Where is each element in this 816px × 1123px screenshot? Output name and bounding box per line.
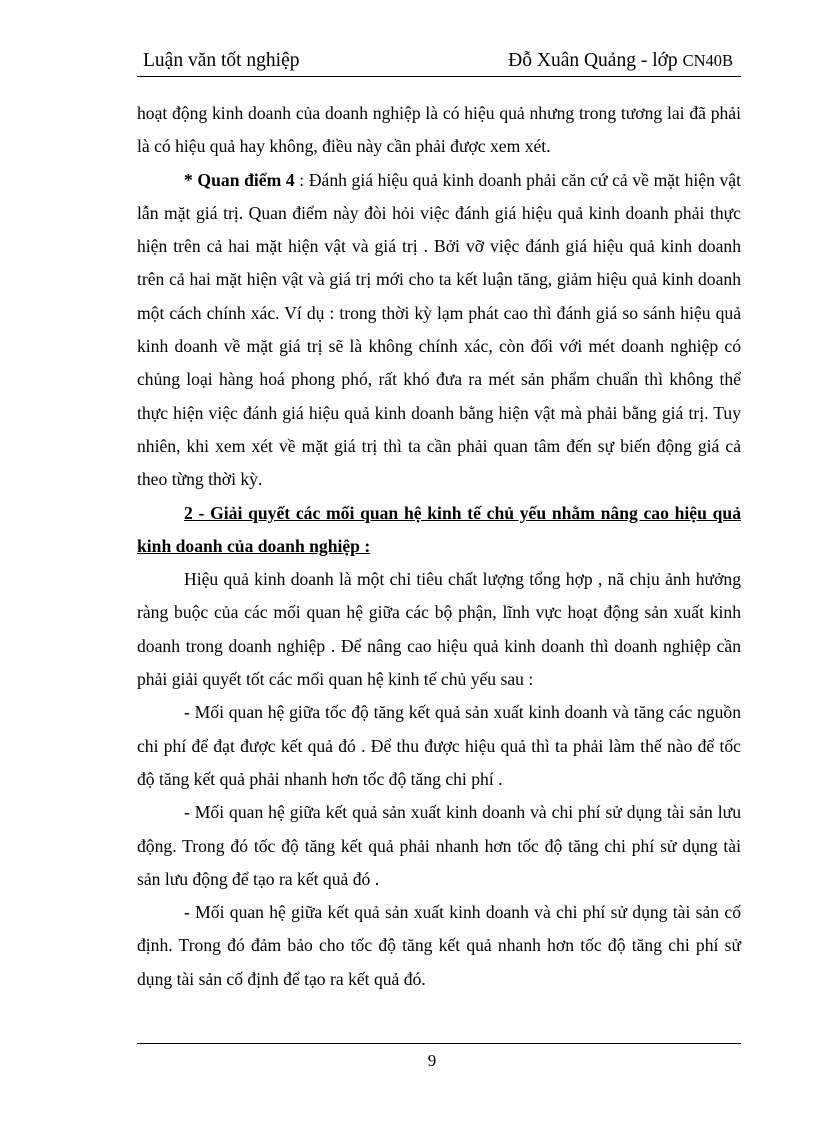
header-author-name: Đỗ Xuân Quảng - lớp	[508, 50, 678, 71]
header-class-code: CN40B	[682, 51, 733, 70]
document-body	[137, 97, 741, 996]
header-author	[508, 50, 733, 72]
viewpoint-text: : Đánh giá hiệu quả kinh doanh phải căn cứ cả về mặt hiện vật lẫn mặt giá trị. Quan điểm này đòi hỏi việc đánh giá hiệu quả kinh doanh phải thực hiện trên cả hai mặt hiện vật và giá trị . Bởi vỡ việc đánh giá hiệu quả kinh doanh trên cả hai mặt hiện vật và giá trị mới cho ta kết luận tăng, giảm hiệu quả kinh doanh một cách chính xác. Ví dụ : trong thời kỳ lạm phát cao thì đánh giá so sánh hiệu quả kinh doanh về mặt giá trị sẽ là không chính xác, còn đối với mét doanh nghiệp có chủng loại hàng hoá phong phó, rất khó đưa ra mét sản phẩm chuẩn thì không thể thực hiện việc đánh giá hiệu quả kinh doanh bằng hiện vật mà phải bằng giá trị. Tuy nhiên, khi xem xét về mặt giá trị thì ta cần phải quan tâm đến sự biến động giá cả theo từng thời kỳ.	[137, 169, 741, 490]
header-thesis-title: Luận văn tốt nghiệp	[143, 50, 300, 71]
viewpoint-label: * Quan điểm 4	[184, 169, 295, 190]
paragraph-continuation: hoạt động kinh doanh của doanh nghiệp là có hiệu quả nhưng trong tương lai đã phải là có hiệu quả hay không, điều này cần phải được xem xét.	[137, 103, 741, 157]
section-heading: 2 - Giải quyết các mối quan hệ kinh tế chủ yếu nhằm nâng cao hiệu quả kinh doanh của doanh nghiệp :	[137, 502, 741, 556]
paragraph-intro: Hiệu quả kinh doanh là một chỉ tiêu chất lượng tổng hợp , nã chịu ảnh hưởng ràng buộc của các mối quan hệ giữa các bộ phận, lĩnh vực hoạt động sản xuất kinh doanh trong doanh nghiệp . Để nâng cao hiệu quả kinh doanh thì doanh nghiệp cần phải giải quyết tốt các mối quan hệ kinh tế chủ yếu sau :	[137, 569, 741, 690]
footer-divider	[137, 1043, 741, 1044]
list-item-relation-3: - Mối quan hệ giữa kết quả sản xuất kinh doanh và chi phí sử dụng tài sản cố định. Trong đó đảm bảo cho tốc độ tăng kết quả nhanh hơn tốc độ tăng chi phí sử dụng tài sản cố định để tạo ra kết quả đó.	[137, 902, 741, 989]
paragraph-viewpoint-4	[137, 164, 741, 497]
page-number: 9	[427, 1051, 437, 1070]
list-item-relation-1: - Mối quan hệ giữa tốc độ tăng kết quả sản xuất kinh doanh và tăng các nguồn chi phí để đạt được kết quả đó . Để thu được hiệu quả thì ta phải làm thế nào để tốc độ tăng kết quả phải nhanh hơn tốc độ tăng chi phí .	[137, 702, 741, 789]
list-item-relation-2: - Mối quan hệ giữa kết quả sản xuất kinh doanh và chi phí sử dụng tài sản lưu động. Trong đó tốc độ tăng kết quả phải nhanh hơn tốc độ tăng chi phí sử dụng tài sản lưu động để tạo ra kết quả đó .	[137, 802, 741, 889]
page-header	[137, 48, 741, 77]
